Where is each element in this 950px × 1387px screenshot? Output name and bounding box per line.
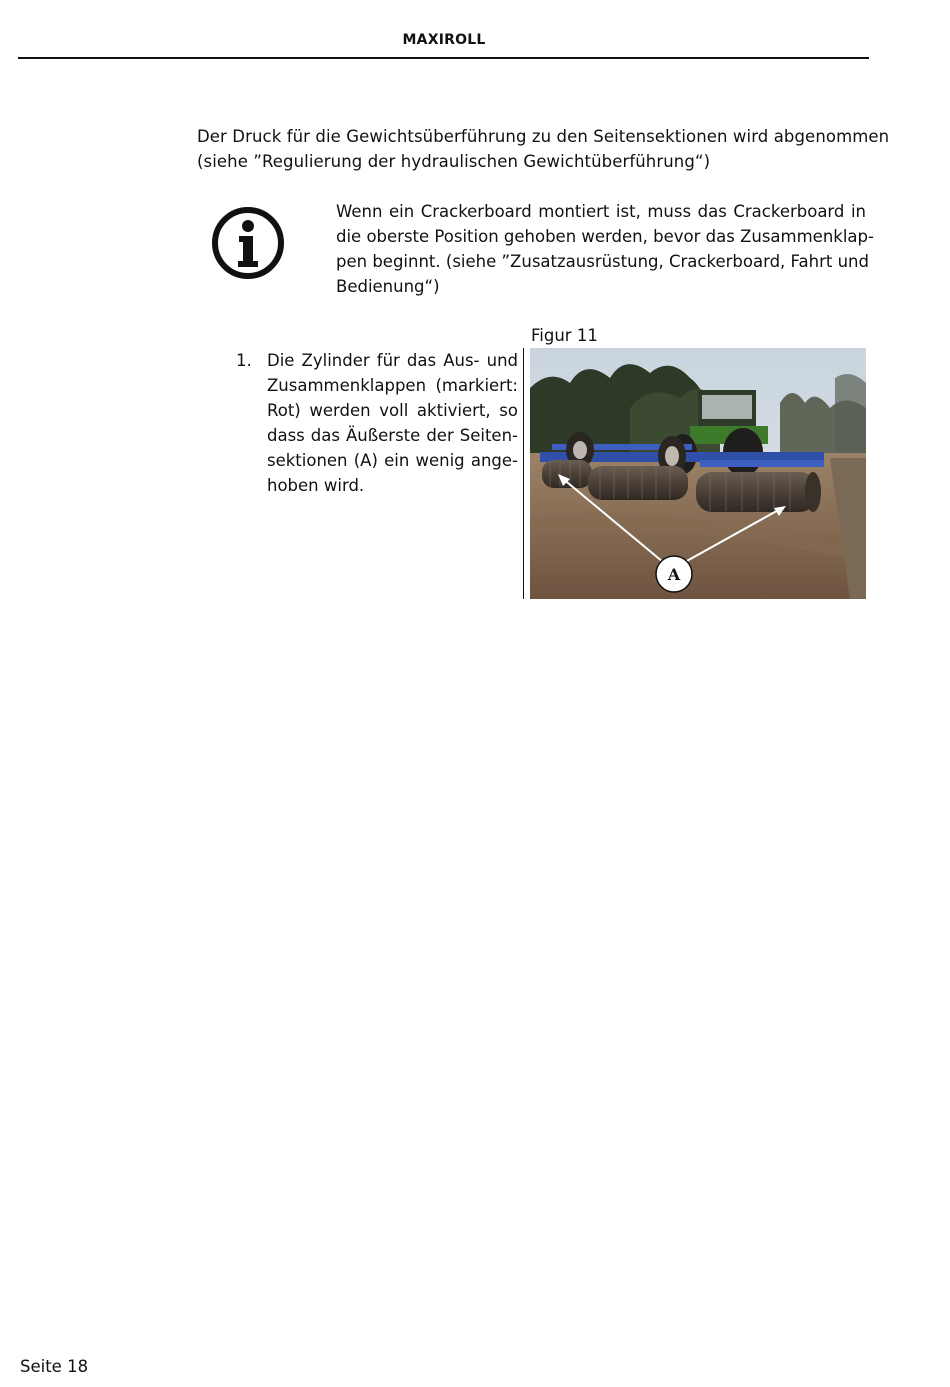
intro-line: (siehe ”Regulierung der hydraulischen Gewichtüberführung“) xyxy=(197,152,711,171)
photo-callout-label: A xyxy=(667,565,681,584)
step-line: hoben wird. xyxy=(267,476,365,495)
intro-paragraph xyxy=(197,124,890,174)
step-line: Rot) werden voll aktiviert, so xyxy=(267,401,518,420)
step-line: Zusammenklappen (markiert: xyxy=(267,376,518,395)
tractor-roller-photo xyxy=(530,348,866,599)
page-number: Seite 18 xyxy=(20,1357,89,1376)
step-line: Die Zylinder für das Aus- und xyxy=(267,351,518,370)
info-icon xyxy=(210,205,286,281)
intro-line: Der Druck für die Gewichtsüberführung zu den Seitensektionen wird abgenommen xyxy=(197,127,890,146)
step-line: sektionen (A) ein wenig ange- xyxy=(267,451,518,470)
info-note-line: Wenn ein Crackerboard montiert ist, muss das Crackerboard in xyxy=(336,202,866,221)
info-note-line: die oberste Position gehoben werden, bevor das Zusammenklap- xyxy=(336,227,874,246)
step-divider xyxy=(523,348,524,599)
header-rule xyxy=(18,57,869,59)
info-note-text xyxy=(336,199,874,299)
step-number: 1. xyxy=(236,351,252,370)
document-header-title: MAXIROLL xyxy=(402,32,486,48)
info-note-line: Bedienung“) xyxy=(336,277,440,296)
step-text xyxy=(267,348,518,498)
info-note-line: pen beginnt. (siehe ”Zusatzausrüstung, Crackerboard, Fahrt und xyxy=(336,252,869,271)
step-line: dass das Äußerste der Seiten- xyxy=(267,426,518,445)
figure-label: Figur 11 xyxy=(531,326,598,345)
